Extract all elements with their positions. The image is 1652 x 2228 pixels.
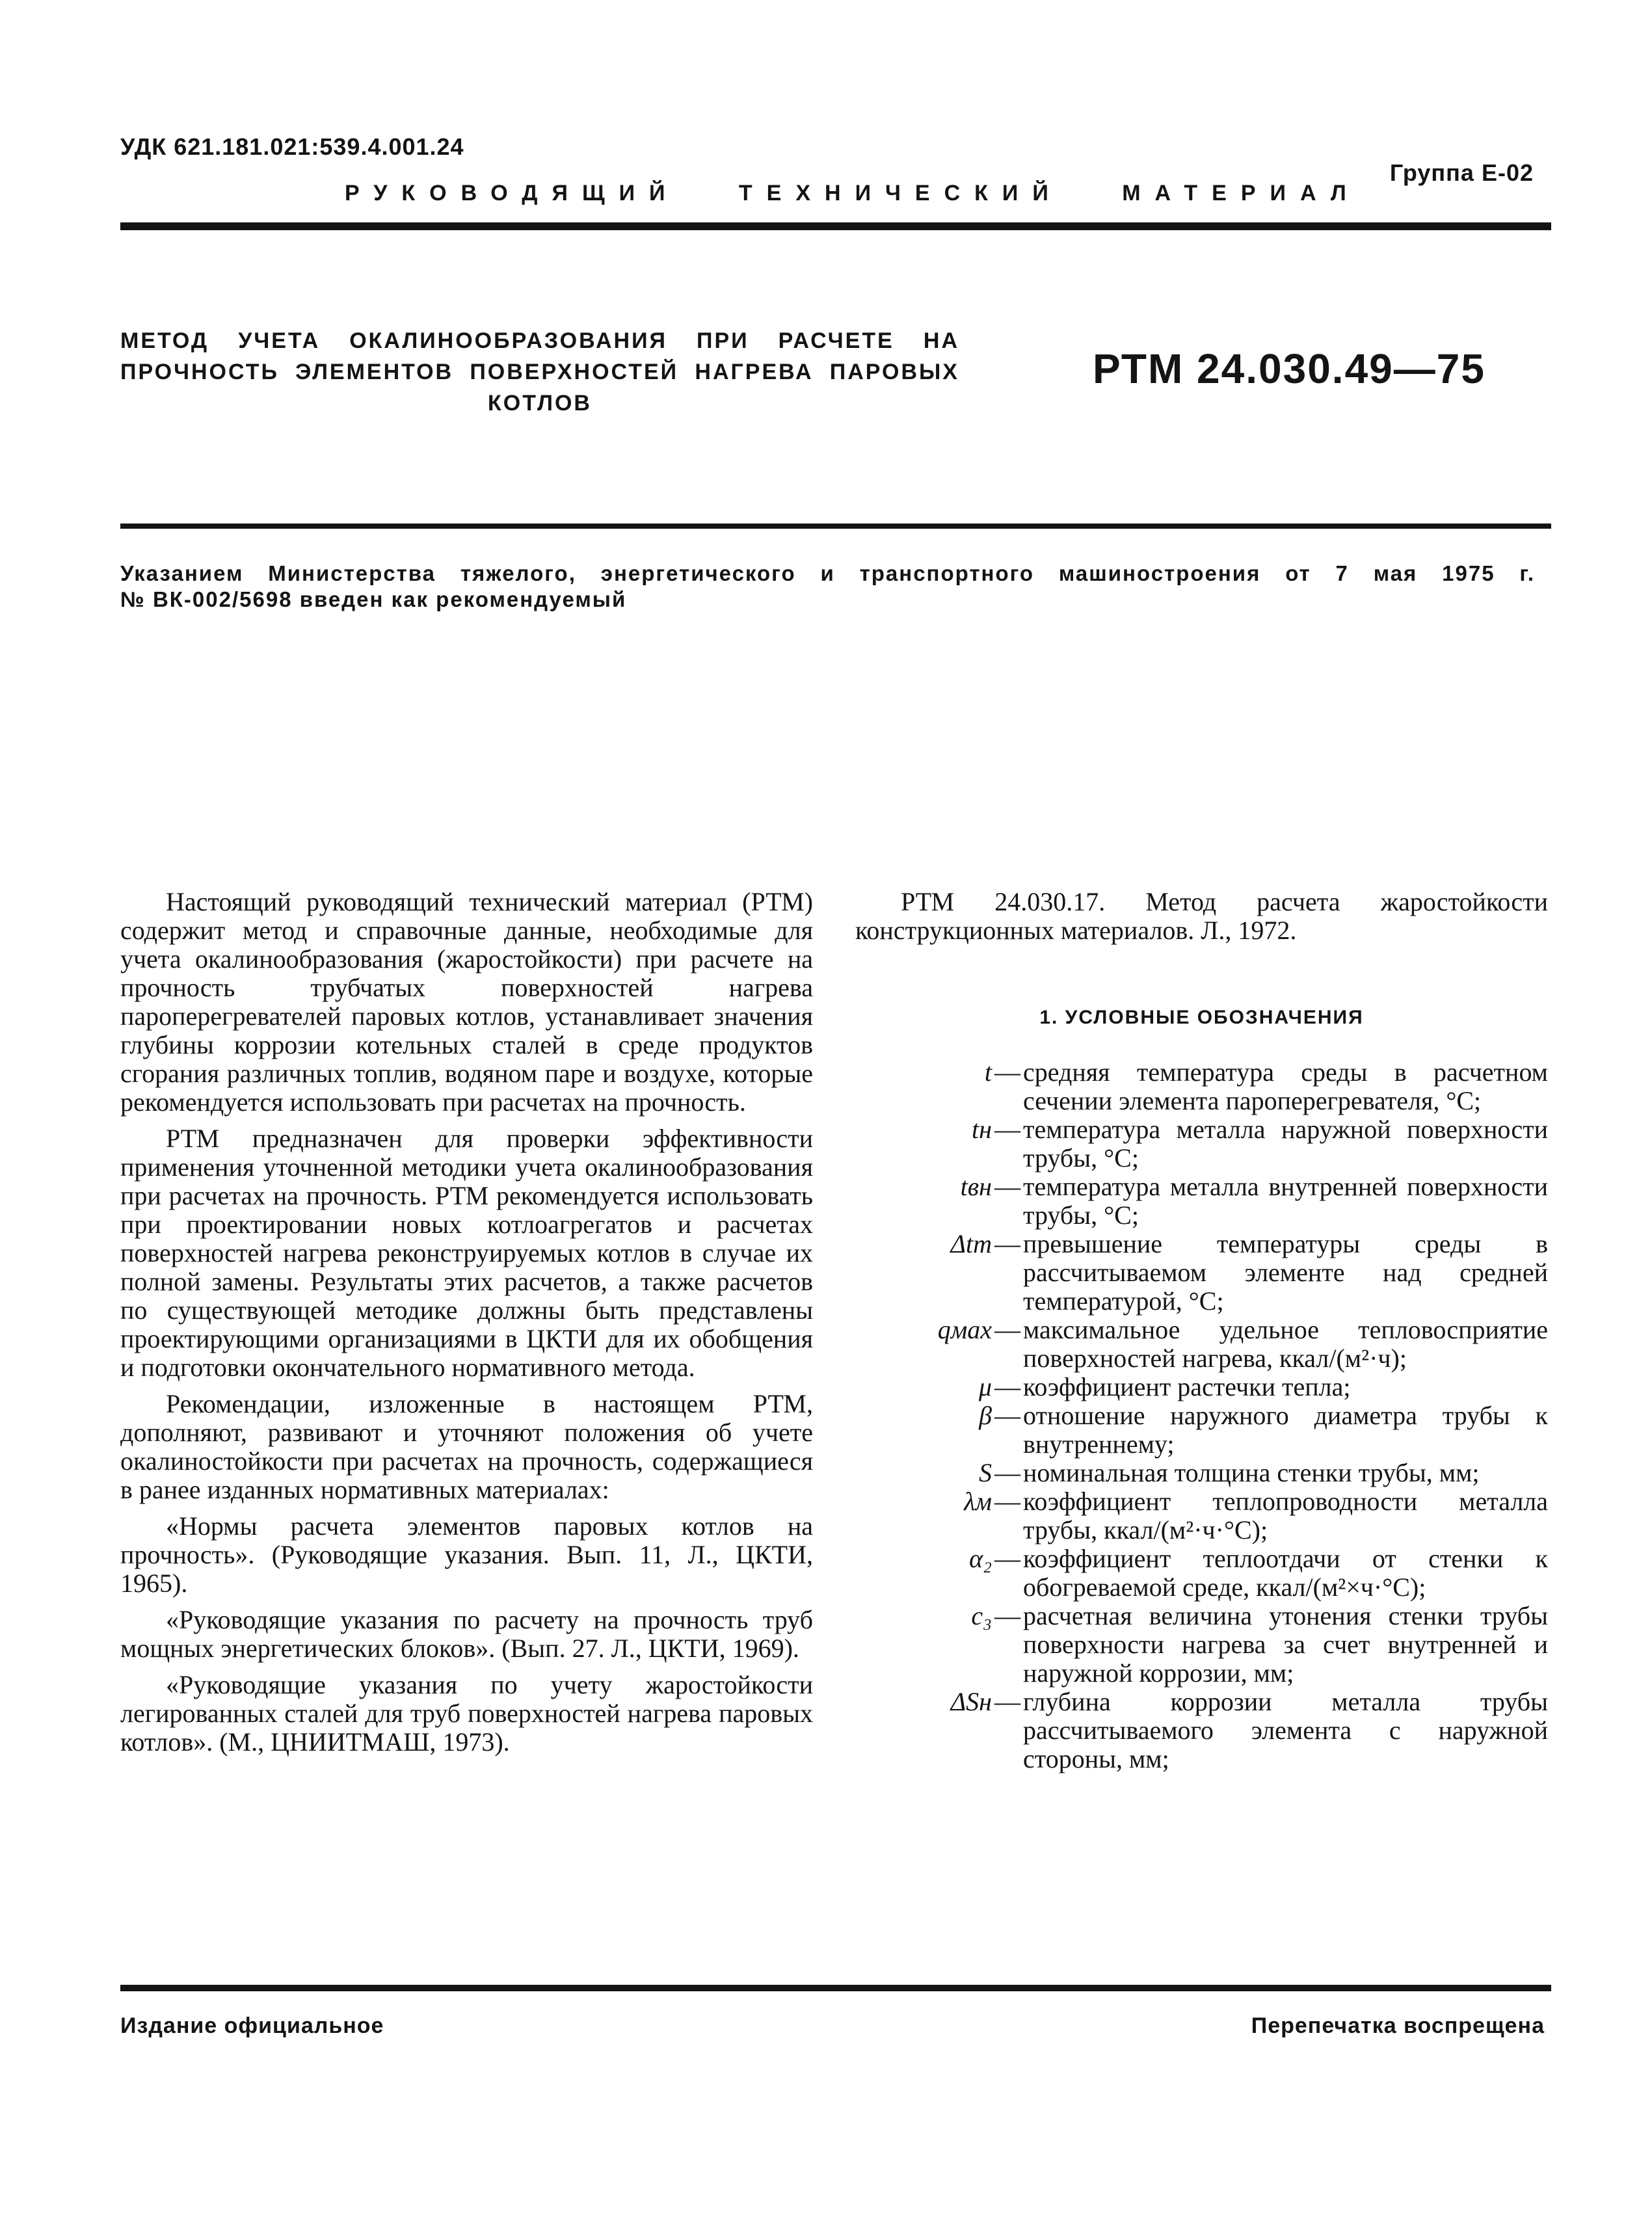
approval-line-2: № ВК-002/5698 введен как рекомендуемый [120, 587, 627, 611]
definition-symbol: ΔSн [950, 1687, 992, 1716]
definition-dash: — [994, 1601, 1020, 1630]
definitions-list [855, 1058, 1548, 1773]
definition-text: отношение наружного диаметра трубы к внутреннему; [1023, 1401, 1548, 1459]
definition-dash: — [994, 1057, 1020, 1087]
document-number: РТМ 24.030.49—75 [1093, 345, 1485, 392]
definition-symbol: с₃ [971, 1601, 992, 1630]
definition-item [855, 1487, 1548, 1545]
paragraph: Рекомендации, изложенные в настоящем РТМ, дополняют, развивают и уточняют положения об учете окалиностойкости при расчетах на прочность, содержащиеся в ранее изданных нормативных материалах: [120, 1389, 813, 1504]
definition-item [855, 1173, 1548, 1230]
definition-dash: — [994, 1372, 1020, 1401]
section-heading: 1. УСЛОВНЫЕ ОБОЗНАЧЕНИЯ [1039, 1007, 1364, 1028]
definition-dash: — [994, 1229, 1020, 1258]
definition-text: максимальное удельное тепловосприятие поверхностей нагрева, ккал/(м²·ч); [1023, 1315, 1548, 1373]
definition-symbol: tн [972, 1115, 992, 1144]
definition-dash: — [994, 1544, 1020, 1573]
definition-text: расчетная величина утонения стенки трубы поверхности нагрева за счет внутренней и наружной коррозии, мм; [1023, 1601, 1548, 1688]
definition-item [855, 1545, 1548, 1602]
document-type-banner: РУКОВОДЯЩИЙ ТЕХНИЧЕСКИЙ МАТЕРИАЛ [345, 181, 1361, 206]
definition-text: коэффициент теплопроводности металла трубы, ккал/(м²·ч·°С); [1023, 1487, 1548, 1545]
approval-line-1: Указанием Министерства тяжелого, энергетического и транспортного машиностроения от 7 мая 1975 г. [120, 561, 1535, 585]
reference-item: «Нормы расчета элементов паровых котлов на прочность». (Руководящие указания. Вып. 11, Л., ЦКТИ, 1965). [120, 1511, 813, 1598]
definition-symbol: α₂ [969, 1544, 992, 1573]
definition-item [855, 1058, 1548, 1115]
definition-text: коэффициент теплоотдачи от стенки к обогреваемой среде, ккал/(м²×ч·°С); [1023, 1544, 1548, 1602]
header-rule [120, 222, 1551, 230]
definition-item [855, 1401, 1548, 1459]
footer-copyright-note: Перепечатка воспрещена [1251, 2013, 1545, 2038]
definition-item [855, 1230, 1548, 1316]
definition-item [855, 1459, 1548, 1487]
definition-symbol: S [979, 1458, 992, 1487]
definition-text: температура металла внутренней поверхности трубы, °С; [1023, 1172, 1548, 1230]
definition-item [855, 1602, 1548, 1688]
definition-dash: — [994, 1458, 1020, 1487]
document-title: МЕТОД УЧЕТА ОКАЛИНООБРАЗОВАНИЯ ПРИ РАСЧЕТЕ НА ПРОЧНОСТЬ ЭЛЕМЕНТОВ ПОВЕРХНОСТЕЙ НАГРЕВА ПАРОВЫХ КОТЛОВ [120, 328, 959, 416]
definition-text: коэффициент растечки тепла; [1023, 1372, 1351, 1401]
paragraph: РТМ предназначен для проверки эффективности применения уточненной методики учета окалинообразования при расчетах на прочность. РТМ рекомендуется использовать при проектировании новых котлоагрегатов и расчетах поверхностей нагрева реконструируемых котлов в случае их полной замены. Результаты этих расчетов, а также расчетов по существующей методике должны быть представлены проектирующими организациями в ЦКТИ для их обобщения и подготовки окончательного нормативного метода. [120, 1124, 813, 1382]
definition-text: средняя температура среды в расчетном сечении элемента пароперегревателя, °С; [1023, 1057, 1548, 1115]
definition-symbol: t [984, 1057, 992, 1087]
reference-item: РТМ 24.030.17. Метод расчета жаростойкости конструкционных материалов. Л., 1972. [855, 887, 1548, 945]
right-column [855, 888, 1548, 1773]
definition-symbol: β [979, 1401, 992, 1430]
approval-note [120, 561, 1535, 613]
group-code: Группа Е-02 [1389, 159, 1534, 186]
definition-text: глубина коррозии металла трубы рассчитываемого элемента с наружной стороны, мм; [1023, 1687, 1548, 1773]
definition-item [855, 1115, 1548, 1173]
definition-symbol: qмах [937, 1315, 992, 1344]
definition-dash: — [994, 1115, 1020, 1144]
footer-edition-note: Издание официальное [120, 2013, 384, 2038]
title-rule [120, 524, 1551, 529]
definition-item [855, 1373, 1548, 1401]
paragraph: Настоящий руководящий технический материал (РТМ) содержит метод и справочные данные, необходимые для учета окалинообразования (жаростойкости) при расчете на прочность трубчатых поверхностей нагрева пароперегревателей паровых котлов, устанавливает значения глубины коррозии котельных сталей в среде продуктов сгорания различных топлив, водяном паре и воздухе, которые рекомендуется использовать при расчетах на прочность. [120, 887, 813, 1117]
definition-item [855, 1316, 1548, 1373]
definition-dash: — [994, 1172, 1020, 1201]
definition-text: номинальная толщина стенки трубы, мм; [1023, 1458, 1480, 1487]
definition-symbol: μ [978, 1372, 992, 1401]
definition-text: температура металла наружной поверхности трубы, °С; [1023, 1115, 1548, 1173]
reference-item: «Руководящие указания по учету жаростойкости легированных сталей для труб поверхностей нагрева паровых котлов». (М., ЦНИИТМАШ, 1973). [120, 1670, 813, 1757]
reference-item: «Руководящие указания по расчету на прочность труб мощных энергетических блоков». (Вып. 27. Л., ЦКТИ, 1969). [120, 1605, 813, 1663]
definition-dash: — [994, 1687, 1020, 1716]
definition-text: превышение температуры среды в рассчитываемом элементе над средней температурой, °С; [1023, 1229, 1548, 1316]
definition-symbol: λм [964, 1487, 992, 1516]
definition-item [855, 1688, 1548, 1773]
definition-dash: — [994, 1401, 1020, 1430]
definition-symbol: tвн [960, 1172, 992, 1201]
definition-symbol: Δtт [950, 1229, 992, 1258]
definition-dash: — [994, 1315, 1020, 1344]
definition-dash: — [994, 1487, 1020, 1516]
footer-rule [120, 1985, 1551, 1991]
left-column [120, 888, 813, 1764]
udc-code: УДК 621.181.021:539.4.001.24 [120, 133, 464, 160]
